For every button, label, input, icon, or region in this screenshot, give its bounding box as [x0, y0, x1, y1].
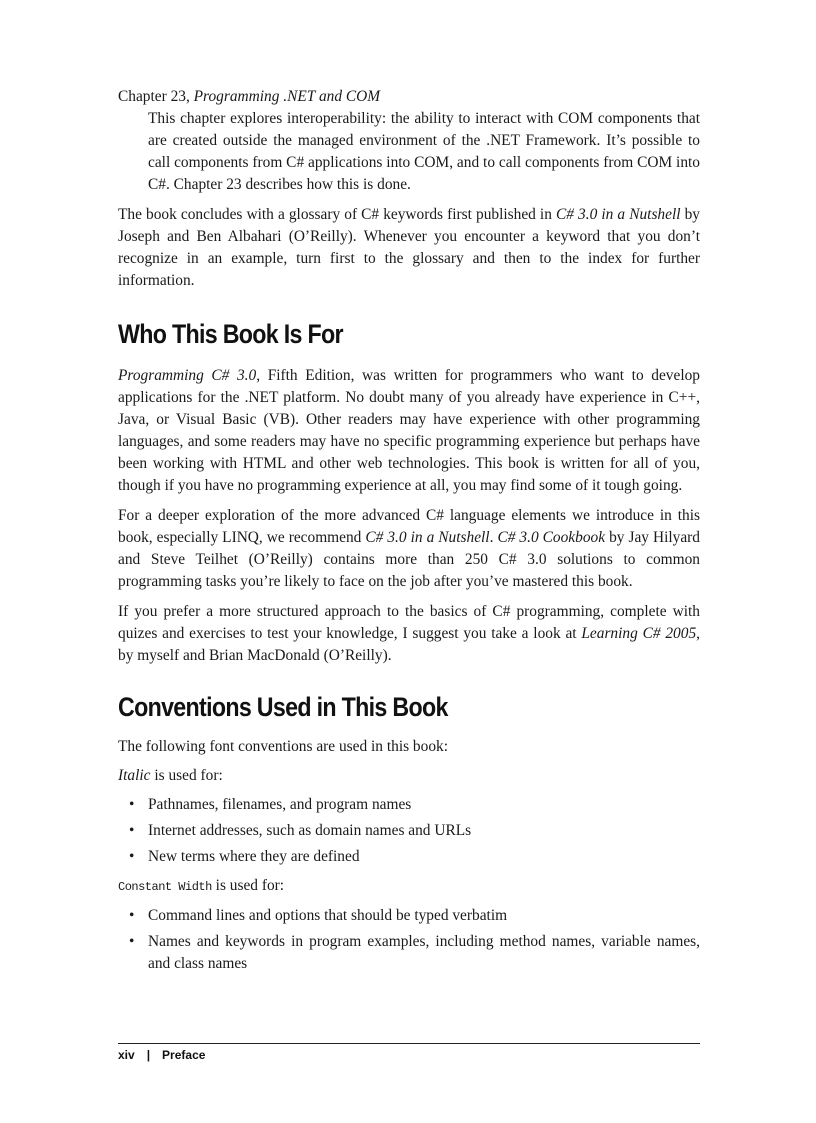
who-p3-book-title: Learning C# 2005: [581, 625, 697, 642]
footer-separator: |: [146, 1048, 151, 1062]
chapter-entry-description: This chapter explores interoperability: the ability to interact with COM components that are created outside the managed environment of the .NET Framework. It’s possible to call components from C# applications into COM, and to call components from COM into C#. Chapter 23 describes how this is done.: [148, 110, 700, 193]
list-item: • Internet addresses, such as domain names and URLs: [148, 820, 700, 842]
italic-convention-label: [118, 765, 700, 787]
list-item: • Names and keywords in program examples, including method names, variable names, and class names: [148, 931, 700, 975]
footer-section-title: Preface: [162, 1048, 206, 1062]
constant-width-label: Constant Width: [118, 880, 212, 894]
constant-suffix: is used for:: [211, 877, 285, 894]
who-p3-text-1: If you prefer a more structured approach to the basics of C# programming, complete with quizes and exercises to test your knowledge, I suggest you take a look at: [118, 603, 700, 642]
glossary-book-title: C# 3.0 in a Nutshell: [556, 206, 681, 223]
italic-list: [118, 794, 700, 868]
glossary-paragraph: [118, 204, 700, 292]
page-footer: [118, 1043, 700, 1062]
constant-list: [118, 905, 700, 975]
chapter-entry-title: [118, 86, 700, 108]
glossary-text-1: The book concludes with a glossary of C# keywords first published in: [118, 206, 556, 223]
who-p1-book-title: Programming C# 3.0: [118, 367, 257, 384]
who-p2-text-3: by Jay Hilyard and Steve Teilhet (O’Reilly) contains more than 250 C# 3.0 solutions to common programming tasks you’re likely to face on the job after you’ve mastered this book.: [118, 529, 700, 590]
chapter-entry: [118, 86, 700, 196]
italic-suffix: is used for:: [150, 767, 223, 784]
list-item: • Command lines and options that should be typed verbatim: [148, 905, 700, 927]
who-p3-text-2: , by myself and Brian MacDonald (O’Reilly).: [118, 625, 700, 664]
section-heading-conventions: Conventions Used in This Book: [118, 692, 448, 722]
who-paragraph-3: [118, 601, 700, 667]
list-item: • Pathnames, filenames, and program names: [148, 794, 700, 816]
conventions-intro: The following font conventions are used in this book:: [118, 738, 448, 755]
page-number: xiv: [118, 1048, 135, 1062]
who-p2-book-title-1: C# 3.0 in a Nutshell: [365, 529, 490, 546]
who-p2-book-title-2: C# 3.0 Cookbook: [497, 529, 606, 546]
page-body: [118, 86, 700, 982]
who-p2-text-1: For a deeper exploration of the more advanced C# language elements we introduce in this book, especially LINQ, we recommend: [118, 507, 700, 546]
constant-convention-label: [118, 875, 700, 898]
chapter-entry-name: Programming .NET and COM: [193, 88, 381, 105]
who-paragraph-2: [118, 505, 700, 593]
who-paragraph-1: [118, 365, 700, 497]
glossary-text-2: by Joseph and Ben Albahari (O’Reilly). Whenever you encounter a keyword that you don’t recognize in an example, turn first to the glossary and then to the index for further information.: [118, 206, 700, 289]
section-heading-who: Who This Book Is For: [118, 319, 343, 349]
who-p2-text-2: .: [489, 529, 498, 546]
list-item: • New terms where they are defined: [148, 846, 700, 868]
italic-label: Italic: [118, 767, 151, 784]
chapter-entry-prefix: Chapter 23,: [118, 88, 194, 105]
who-p1-text: , Fifth Edition, was written for programmers who want to develop applications for the .NET platform. No doubt many of you already have experience in C++, Java, or Visual Basic (VB). Other readers may have experience with other programming languages, and some readers may have no specific programming experience but perhaps have been working with HTML and other web technologies. This book is written for all of you, though if you have no programming experience at all, you may find some of it tough going.: [118, 367, 700, 494]
